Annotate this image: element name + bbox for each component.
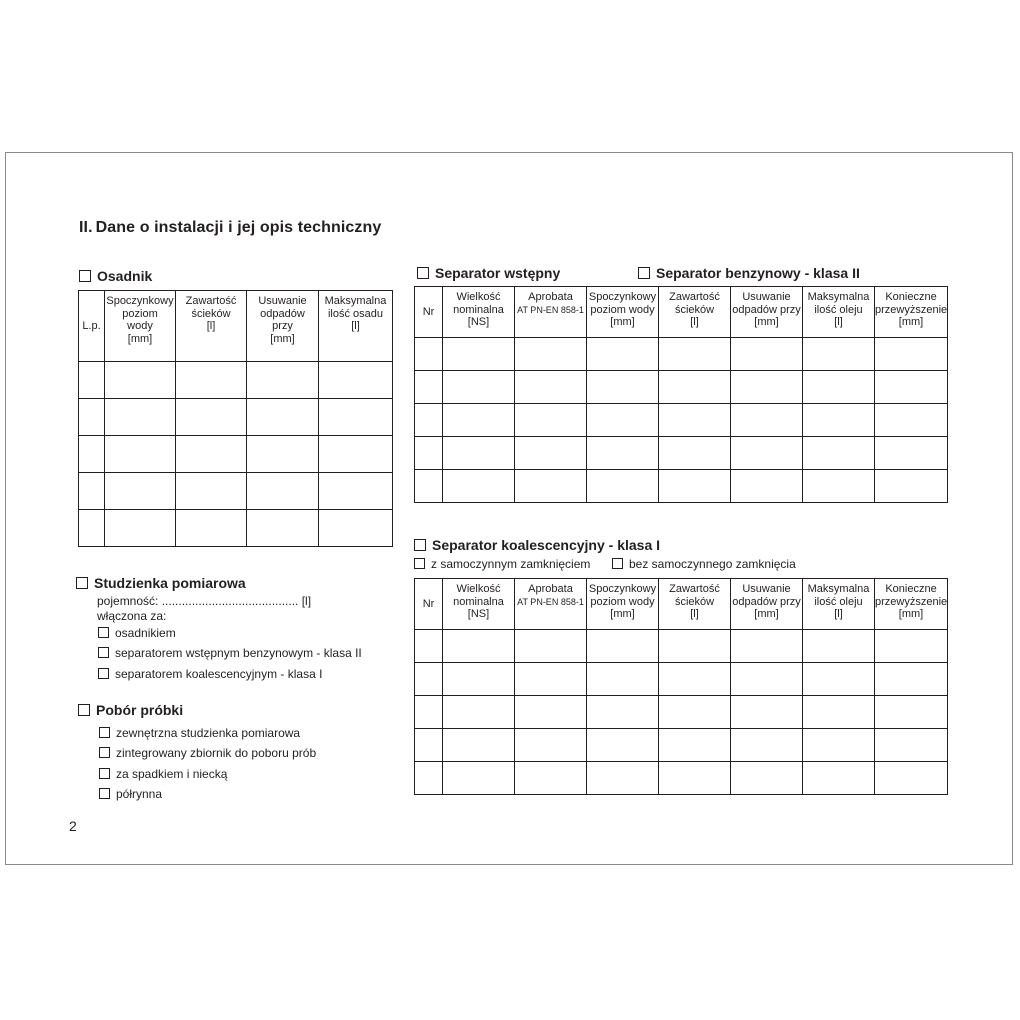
- column-header-line: Usuwanie: [258, 295, 307, 307]
- pobor-option-polrynna-checkbox[interactable]: [99, 788, 110, 799]
- table-cell[interactable]: [415, 762, 443, 795]
- pobor-option-zewnetrzna-checkbox[interactable]: [99, 727, 110, 738]
- table-cell[interactable]: [415, 696, 443, 729]
- osadnik-checkbox[interactable]: [79, 270, 91, 282]
- table-cell[interactable]: [105, 362, 176, 399]
- table-cell[interactable]: [443, 729, 515, 762]
- column-header: [176, 291, 247, 362]
- table-cell[interactable]: [415, 338, 443, 371]
- table-cell[interactable]: [659, 437, 731, 470]
- table-cell[interactable]: [515, 437, 587, 470]
- column-header: [659, 579, 731, 630]
- table-cell[interactable]: [587, 663, 659, 696]
- column-header: [659, 287, 731, 338]
- table-cell[interactable]: [659, 696, 731, 729]
- table-cell[interactable]: [247, 436, 319, 473]
- studzienka-option-koalescencyjny-label: separatorem koalescencyjnym - klasa I: [115, 667, 323, 681]
- table-cell[interactable]: [659, 762, 731, 795]
- column-header-line: [mm]: [270, 332, 295, 345]
- column-header-line: Usuwanie: [742, 583, 791, 595]
- table-cell[interactable]: [415, 630, 443, 663]
- table-cell[interactable]: [79, 510, 105, 547]
- table-cell[interactable]: [105, 473, 176, 510]
- osadnik-table: [78, 290, 393, 547]
- table-cell[interactable]: [731, 338, 803, 371]
- table-cell[interactable]: [587, 630, 659, 663]
- studzienka-option-wstepny[interactable]: [98, 646, 362, 660]
- column-header-line: [l]: [834, 316, 843, 328]
- studzienka-option-osadnik-checkbox[interactable]: [98, 627, 109, 638]
- table-cell[interactable]: [731, 762, 803, 795]
- table-cell[interactable]: [875, 338, 948, 371]
- studzienka-option-osadnik[interactable]: [98, 626, 176, 640]
- column-header-line: odpadów: [260, 307, 305, 320]
- column-header-line: ilość oleju: [814, 595, 863, 608]
- table-row: [415, 437, 948, 470]
- pobor-option-spadek-checkbox[interactable]: [99, 768, 110, 779]
- column-header-line: [l]: [206, 320, 216, 332]
- osadnik-heading: [79, 268, 152, 284]
- table-cell[interactable]: [247, 399, 319, 436]
- column-header: [587, 579, 659, 630]
- separator-koalescencyjny-heading: [414, 537, 660, 553]
- column-header: [875, 579, 948, 630]
- separator-koalescencyjny-checkbox[interactable]: [414, 539, 426, 551]
- table-cell[interactable]: [587, 437, 659, 470]
- table-row: [415, 762, 948, 795]
- pobor-option-polrynna-label: półrynna: [116, 787, 163, 801]
- column-header: [803, 287, 875, 338]
- table-cell[interactable]: [443, 696, 515, 729]
- table-cell[interactable]: [875, 663, 948, 696]
- table-cell[interactable]: [803, 404, 875, 437]
- table-cell[interactable]: [443, 437, 515, 470]
- koalescencyjny-option-1-checkbox[interactable]: [414, 558, 425, 569]
- column-header-line: Maksymalna: [807, 583, 870, 595]
- column-header-line: Aprobata: [528, 291, 573, 303]
- table-cell[interactable]: [659, 470, 731, 503]
- table-cell[interactable]: [731, 696, 803, 729]
- table-cell[interactable]: [415, 729, 443, 762]
- table-cell[interactable]: [803, 762, 875, 795]
- table-cell[interactable]: [247, 473, 319, 510]
- table-cell[interactable]: [319, 473, 393, 510]
- table-cell[interactable]: [659, 404, 731, 437]
- column-header: [587, 287, 659, 338]
- separator-benzynowy-checkbox[interactable]: [638, 267, 650, 279]
- column-header-line: Zawartość: [185, 295, 237, 307]
- osadnik-label: Osadnik: [97, 268, 153, 284]
- column-header-line: przewyższenie: [875, 595, 948, 608]
- table-cell[interactable]: [515, 630, 587, 663]
- table-cell[interactable]: [803, 729, 875, 762]
- table-cell[interactable]: [319, 510, 393, 547]
- table-cell[interactable]: [731, 663, 803, 696]
- table-cell[interactable]: [79, 362, 105, 399]
- table-cell[interactable]: [875, 404, 948, 437]
- separator-wstepny-checkbox[interactable]: [417, 267, 429, 279]
- table-row: [415, 696, 948, 729]
- table-cell[interactable]: [319, 362, 393, 399]
- section-number: II.: [79, 219, 93, 236]
- table-cell[interactable]: [803, 470, 875, 503]
- table-row: [415, 630, 948, 663]
- column-header: [443, 287, 515, 338]
- column-header: [803, 579, 875, 630]
- table-cell[interactable]: [587, 404, 659, 437]
- table-cell[interactable]: [443, 762, 515, 795]
- column-header-line: [mm]: [754, 608, 779, 620]
- column-header: [79, 291, 105, 362]
- table-cell[interactable]: [79, 399, 105, 436]
- table-cell[interactable]: [415, 470, 443, 503]
- column-header-line: AT PN-EN 858-1: [517, 596, 584, 607]
- table-cell[interactable]: [875, 630, 948, 663]
- column-header-line: [NS]: [467, 316, 490, 328]
- studzienka-checkbox[interactable]: [76, 577, 88, 589]
- column-header-line: Maksymalna: [807, 291, 870, 303]
- table-cell[interactable]: [659, 630, 731, 663]
- table-cell[interactable]: [176, 362, 247, 399]
- column-header-line: Konieczne: [885, 291, 937, 303]
- column-header-line: [mm]: [127, 332, 153, 345]
- column-header-line: ścieków: [674, 595, 715, 608]
- column-header-line: Zawartość: [669, 583, 720, 595]
- column-header-line: Spoczynkowy: [106, 295, 174, 307]
- koalescencyjny-option-2[interactable]: [612, 557, 796, 571]
- column-header-line: [mm]: [754, 316, 779, 328]
- table-cell[interactable]: [443, 371, 515, 404]
- table-cell[interactable]: [587, 696, 659, 729]
- table-cell[interactable]: [443, 663, 515, 696]
- pobor-checkbox[interactable]: [78, 704, 90, 716]
- column-header-line: [l]: [690, 316, 699, 328]
- studzienka-connected-label: włączona za:: [97, 609, 167, 623]
- column-header-line: poziom wody: [590, 595, 655, 608]
- column-header: [443, 579, 515, 630]
- page-number: 2: [69, 818, 77, 834]
- table-cell[interactable]: [515, 371, 587, 404]
- pobor-heading: [78, 702, 183, 718]
- column-header: [515, 287, 587, 338]
- table-cell[interactable]: [515, 729, 587, 762]
- table-cell[interactable]: [803, 630, 875, 663]
- column-header-line: Konieczne: [885, 583, 937, 595]
- table-cell[interactable]: [587, 762, 659, 795]
- pobor-option-zbiornik-checkbox[interactable]: [99, 747, 110, 758]
- column-header: [731, 287, 803, 338]
- column-header-line: [mm]: [610, 316, 635, 328]
- studzienka-option-koalescencyjny-checkbox[interactable]: [98, 668, 109, 679]
- koalescencyjny-option-1-label: z samoczynnym zamknięciem: [431, 557, 591, 571]
- table-cell[interactable]: [443, 338, 515, 371]
- table-cell[interactable]: [731, 371, 803, 404]
- table-cell[interactable]: [319, 436, 393, 473]
- table-row: [79, 510, 393, 547]
- table-cell[interactable]: [731, 729, 803, 762]
- column-header: [319, 291, 393, 362]
- table-cell[interactable]: [659, 371, 731, 404]
- table-cell[interactable]: [105, 399, 176, 436]
- column-header-line: przewyższenie: [875, 303, 948, 316]
- koalescencyjny-option-2-checkbox[interactable]: [612, 558, 623, 569]
- pobor-option-zewnetrzna[interactable]: [99, 726, 300, 740]
- section-title: [79, 219, 381, 237]
- column-header-line: przy: [272, 320, 293, 332]
- table-cell[interactable]: [875, 470, 948, 503]
- table-cell[interactable]: [515, 470, 587, 503]
- table-cell[interactable]: [105, 436, 176, 473]
- column-header: [875, 287, 948, 338]
- column-header: [415, 579, 443, 630]
- column-header-line: Aprobata: [528, 583, 573, 595]
- separator-wstepny-heading: [417, 265, 560, 281]
- table-cell[interactable]: [659, 338, 731, 371]
- column-header-line: [l]: [834, 608, 843, 620]
- section-title-text: Dane o instalacji i jej opis techniczny: [95, 219, 382, 236]
- table-cell[interactable]: [803, 338, 875, 371]
- pobor-label: Pobór próbki: [96, 702, 184, 718]
- column-header-line: odpadów przy: [732, 595, 801, 608]
- koalescencyjny-option-1[interactable]: [414, 557, 590, 571]
- table-row: [415, 371, 948, 404]
- table-cell[interactable]: [79, 436, 105, 473]
- koalescencyjny-option-2-label: bez samoczynnego zamknięcia: [629, 557, 796, 571]
- table-cell[interactable]: [803, 663, 875, 696]
- table-row: [79, 399, 393, 436]
- table-cell[interactable]: [443, 470, 515, 503]
- separator-koalescencyjny-label: Separator koalescencyjny - klasa I: [432, 537, 661, 553]
- pobor-option-zbiornik-label: zintegrowany zbiornik do poboru prób: [116, 746, 317, 760]
- column-header-line: poziom wody: [590, 303, 655, 316]
- column-header-line: poziom: [122, 307, 158, 320]
- table-cell[interactable]: [176, 399, 247, 436]
- column-header: [515, 579, 587, 630]
- table-cell[interactable]: [415, 371, 443, 404]
- column-header-line: [l]: [351, 320, 360, 332]
- separator-benzynowy-label: Separator benzynowy - klasa II: [656, 265, 860, 281]
- table-row: [415, 470, 948, 503]
- table-cell[interactable]: [176, 436, 247, 473]
- table-row: [79, 362, 393, 399]
- table-cell[interactable]: [731, 470, 803, 503]
- pobor-option-zewnetrzna-label: zewnętrzna studzienka pomiarowa: [116, 726, 301, 740]
- studzienka-option-osadnik-label: osadnikiem: [115, 626, 176, 640]
- table-cell[interactable]: [587, 338, 659, 371]
- separator-table-2-header: [415, 579, 948, 630]
- pobor-option-spadek-label: za spadkiem i niecką: [116, 767, 228, 781]
- separator-table-1: [414, 286, 948, 503]
- table-cell[interactable]: [515, 696, 587, 729]
- column-header-line: ilość oleju: [814, 303, 863, 316]
- table-cell[interactable]: [803, 437, 875, 470]
- table-cell[interactable]: [515, 762, 587, 795]
- column-header-line: Maksymalna: [324, 295, 387, 307]
- table-cell[interactable]: [731, 630, 803, 663]
- table-cell[interactable]: [105, 510, 176, 547]
- column-header-line: [l]: [690, 608, 699, 620]
- table-cell[interactable]: [515, 663, 587, 696]
- column-header-line: nominalna: [453, 595, 504, 608]
- column-header: [247, 291, 319, 362]
- column-header-line: Usuwanie: [742, 291, 791, 303]
- table-cell[interactable]: [443, 404, 515, 437]
- column-header-line: [NS]: [467, 608, 490, 620]
- table-cell[interactable]: [803, 696, 875, 729]
- column-header-line: [mm]: [898, 608, 924, 620]
- column-header-line: Spoczynkowy: [588, 291, 657, 303]
- column-header-line: ilość osadu: [327, 307, 384, 320]
- pobor-option-zbiornik[interactable]: [99, 746, 316, 760]
- table-cell[interactable]: [875, 371, 948, 404]
- column-header-line: Wielkość: [456, 291, 501, 303]
- table-cell[interactable]: [176, 510, 247, 547]
- column-header: [415, 287, 443, 338]
- table-row: [415, 729, 948, 762]
- table-cell[interactable]: [803, 371, 875, 404]
- column-header: [105, 291, 176, 362]
- table-cell[interactable]: [247, 510, 319, 547]
- table-row: [79, 473, 393, 510]
- table-cell[interactable]: [176, 473, 247, 510]
- studzienka-label: Studzienka pomiarowa: [94, 575, 246, 591]
- column-header-line: wody: [127, 320, 153, 332]
- table-cell[interactable]: [515, 404, 587, 437]
- pobor-option-polrynna[interactable]: [99, 787, 162, 801]
- column-header-line: ścieków: [191, 307, 231, 320]
- separator-benzynowy-heading: [638, 265, 860, 281]
- column-header-line: Zawartość: [669, 291, 720, 303]
- column-header-line: nominalna: [453, 303, 504, 316]
- column-header: [731, 579, 803, 630]
- pobor-option-spadek[interactable]: [99, 767, 227, 781]
- table-cell[interactable]: [659, 729, 731, 762]
- table-cell[interactable]: [415, 663, 443, 696]
- table-row: [79, 436, 393, 473]
- studzienka-heading: [76, 575, 246, 591]
- separator-table-2: [414, 578, 948, 795]
- table-cell[interactable]: [875, 762, 948, 795]
- table-cell[interactable]: [731, 437, 803, 470]
- table-row: [415, 338, 948, 371]
- column-header-line: AT PN-EN 858-1: [517, 304, 584, 315]
- column-header-line: L.p.: [82, 319, 101, 332]
- column-header-line: Nr: [422, 597, 435, 610]
- table-cell[interactable]: [415, 437, 443, 470]
- table-cell[interactable]: [587, 371, 659, 404]
- studzienka-option-wstepny-checkbox[interactable]: [98, 647, 109, 658]
- studzienka-option-koalescencyjny[interactable]: [98, 667, 322, 681]
- column-header-line: Wielkość: [456, 583, 501, 595]
- table-cell[interactable]: [587, 729, 659, 762]
- column-header-line: [mm]: [898, 316, 924, 328]
- studzienka-capacity[interactable]: pojemność: ......................................... [l]: [97, 594, 312, 608]
- table-cell[interactable]: [659, 663, 731, 696]
- studzienka-option-wstepny-label: separatorem wstępnym benzynowym - klasa II: [115, 646, 362, 660]
- osadnik-header-row: [79, 291, 393, 362]
- column-header-line: Nr: [422, 305, 435, 318]
- table-cell[interactable]: [515, 338, 587, 371]
- table-cell[interactable]: [875, 729, 948, 762]
- separator-wstepny-label: Separator wstępny: [435, 265, 561, 281]
- table-cell[interactable]: [247, 362, 319, 399]
- column-header-line: ścieków: [674, 303, 715, 316]
- table-row: [415, 404, 948, 437]
- column-header-line: odpadów przy: [732, 303, 801, 316]
- separator-table-1-header: [415, 287, 948, 338]
- table-cell[interactable]: [731, 404, 803, 437]
- table-cell[interactable]: [443, 630, 515, 663]
- table-cell[interactable]: [415, 404, 443, 437]
- table-cell[interactable]: [79, 473, 105, 510]
- column-header-line: Spoczynkowy: [588, 583, 657, 595]
- table-cell[interactable]: [875, 696, 948, 729]
- table-cell[interactable]: [587, 470, 659, 503]
- table-cell[interactable]: [875, 437, 948, 470]
- column-header-line: [mm]: [610, 608, 635, 620]
- table-cell[interactable]: [319, 399, 393, 436]
- table-row: [415, 663, 948, 696]
